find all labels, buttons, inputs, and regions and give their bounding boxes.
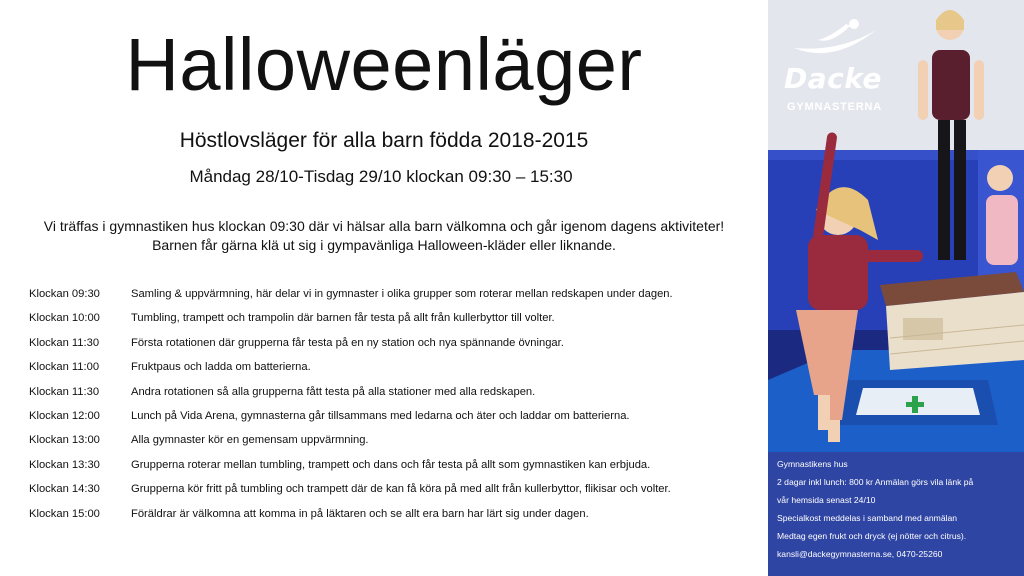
schedule-description: Lunch på Vida Arena, gymnasterna går tillsammans med ledarna och äter och laddar om batterierna. <box>131 409 630 422</box>
intro-line-2: Barnen får gärna klä ut sig i gympavänliga Halloween-kläder eller liknande. <box>152 237 616 253</box>
schedule-row <box>29 483 764 507</box>
intro-text <box>0 217 768 255</box>
schedule-time: Klockan 15:00 <box>29 507 100 520</box>
schedule-description: Första rotationen där grupperna får testa på en ny station och nya spännande övningar. <box>131 336 564 349</box>
info-line: Medtag egen frukt och dryck (ej nötter och citrus). <box>777 531 967 541</box>
intro-line-1: Vi träffas i gymnastiken hus klockan 09:30 där vi hälsar alla barn välkomna och går igenom dagens aktiviteter! <box>43 218 725 234</box>
poster-subtitle: Höstlovsläger för alla barn födda 2018-2015 <box>179 129 589 152</box>
schedule-time: Klockan 13:00 <box>29 434 100 447</box>
logo-subtitle: GYMNASTERNA <box>787 101 882 113</box>
schedule-row <box>29 508 764 532</box>
schedule-time: Klockan 12:00 <box>29 409 100 422</box>
event-dates: Måndag 28/10-Tisdag 29/10 klockan 09:30 – 15:30 <box>189 167 573 186</box>
dacke-logo-icon <box>790 14 880 62</box>
contact-line: kansli@dackegymnasterna.se, 0470-25260 <box>777 549 943 559</box>
schedule-row <box>29 459 764 483</box>
side-panel <box>768 0 1024 576</box>
schedule-description: Tumbling, trampett och trampolin där barnen får testa på allt från kullerbyttor till volter. <box>131 312 555 325</box>
logo-name: Dacke <box>784 62 882 95</box>
info-line: Specialkost meddelas i samband med anmälan <box>777 513 958 523</box>
schedule-time: Klockan 11:30 <box>29 385 100 398</box>
schedule-description: Föräldrar är välkomna att komma in på läktaren och se allt era barn har lärt sig under dagen. <box>131 507 589 520</box>
schedule-time: Klockan 11:00 <box>29 361 100 374</box>
poster-title: Halloweenläger <box>125 23 643 106</box>
schedule-row <box>29 337 764 361</box>
schedule-description: Andra rotationen så alla grupperna fått testa på alla stationer med alla redskapen. <box>131 385 536 398</box>
schedule-description: Grupperna roterar mellan tumbling, trampett och dans och får testa på allt som gymnastiken kan erbjuda. <box>131 458 651 471</box>
schedule-row <box>29 434 764 458</box>
schedule-time: Klockan 14:30 <box>29 483 100 496</box>
schedule-list <box>29 288 764 532</box>
schedule-description: Fruktpaus och ladda om batterierna. <box>131 361 311 374</box>
info-line: Gymnastikens hus <box>777 459 848 469</box>
schedule-description: Samling & uppvärmning, här delar vi in gymnaster i olika grupper som roterar mellan redskapen under dagen. <box>131 288 673 300</box>
schedule-row <box>29 288 764 312</box>
schedule-time: Klockan 10:00 <box>29 312 100 325</box>
schedule-row <box>29 312 764 336</box>
schedule-time: Klockan 09:30 <box>29 288 100 300</box>
schedule-time: Klockan 13:30 <box>29 458 100 471</box>
info-box <box>768 452 1024 576</box>
schedule-row <box>29 386 764 410</box>
info-line: 2 dagar inkl lunch: 800 kr Anmälan görs vila länk på <box>777 477 974 487</box>
schedule-row <box>29 410 764 434</box>
schedule-row <box>29 361 764 385</box>
schedule-time: Klockan 11:30 <box>29 336 100 349</box>
info-line: vår hemsida senast 24/10 <box>777 495 876 505</box>
schedule-description: Alla gymnaster kör en gemensam uppvärmning. <box>131 434 369 447</box>
schedule-description: Grupperna kör fritt på tumbling och trampett där de kan få köra på med allt från kullerbyttor, flikisar och volter. <box>131 483 671 496</box>
